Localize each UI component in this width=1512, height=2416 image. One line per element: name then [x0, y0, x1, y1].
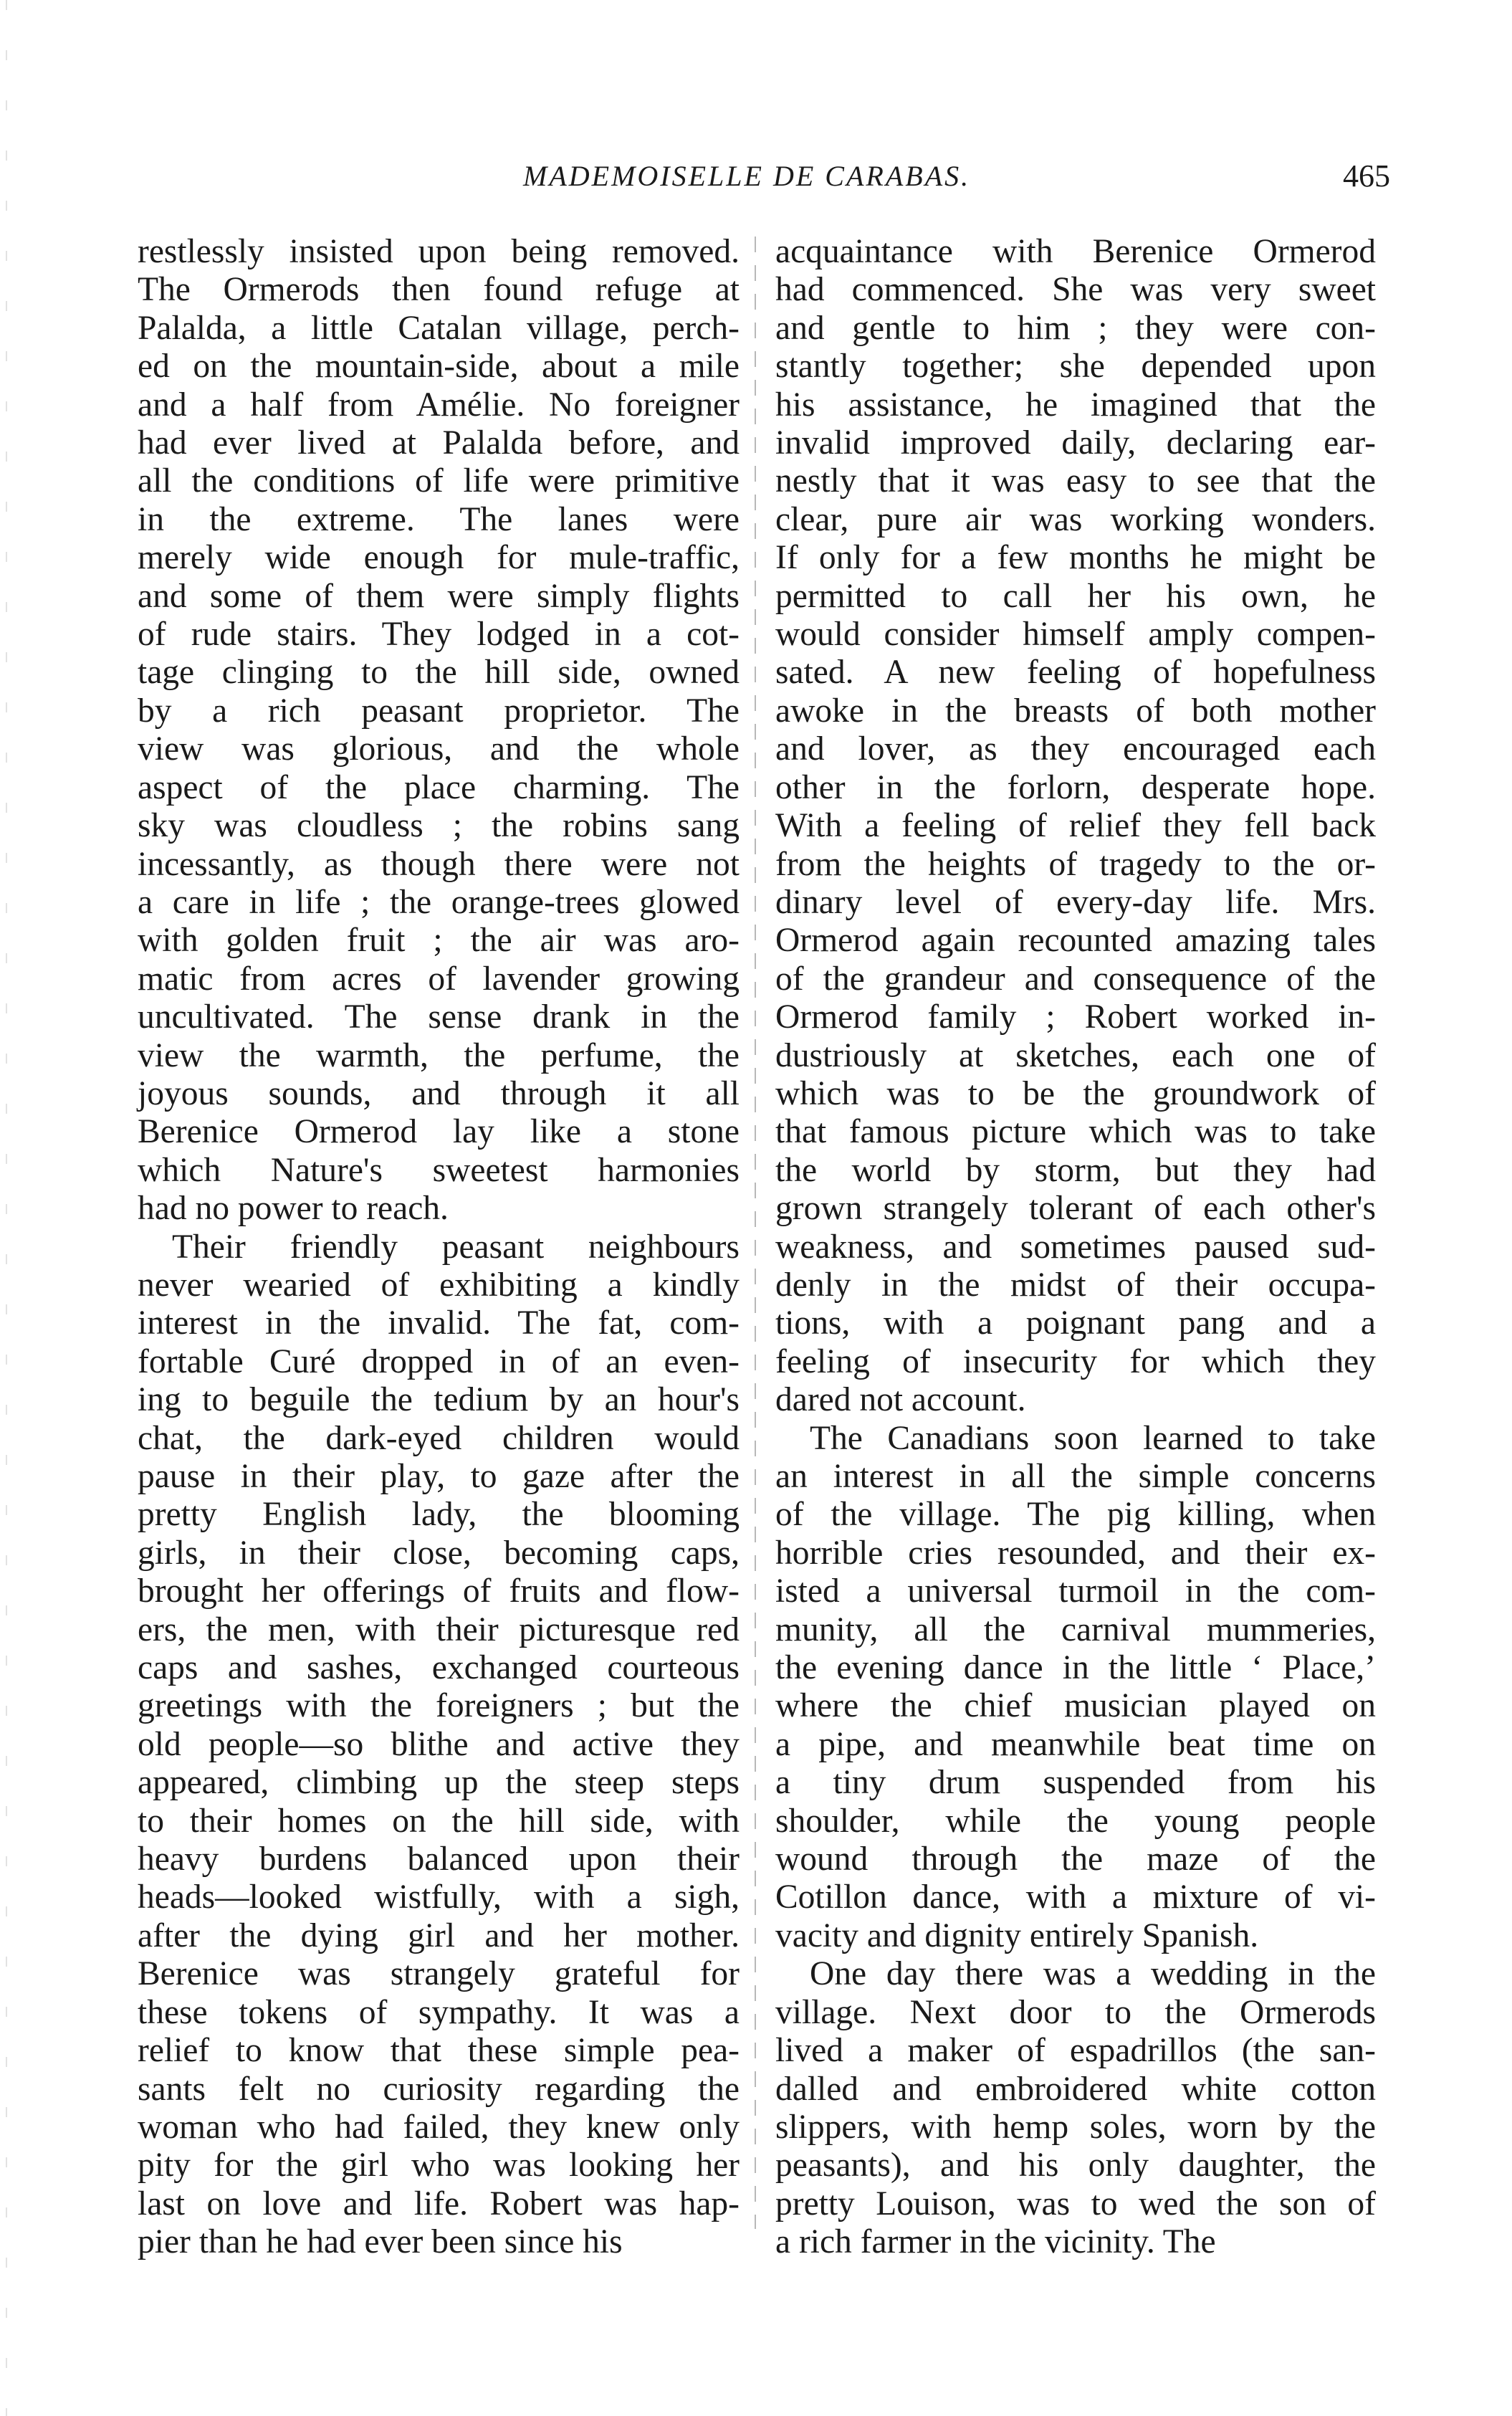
text-line: restlessly insisted upon being removed.: [138, 233, 740, 270]
text-line: last on love and life. Robert was hap-: [138, 2185, 740, 2222]
text-line: and lover, as they encouraged each: [775, 730, 1376, 768]
text-line: interest in the invalid. The fat, com-: [138, 1304, 740, 1342]
text-line: feeling of insecurity for which they: [775, 1342, 1376, 1380]
text-line: with golden fruit ; the air was aro-: [138, 922, 740, 960]
text-line: and some of them were simply flights: [138, 577, 740, 615]
text-line: Berenice was strangely grateful for: [138, 1955, 740, 1993]
text-line: caps and sashes, exchanged courteous: [138, 1649, 740, 1687]
text-line: an interest in all the simple concerns: [775, 1458, 1376, 1495]
text-line: after the dying girl and her mother.: [138, 1916, 740, 1954]
text-line: pause in their play, to gaze after the: [138, 1458, 740, 1495]
text-line: munity, all the carnival mummeries,: [775, 1610, 1376, 1648]
text-line: had no power to reach.: [138, 1190, 449, 1228]
text-line: nestly that it was easy to see that the: [775, 462, 1376, 500]
text-line: where the chief musician played on: [775, 1687, 1376, 1725]
text-line: relief to know that these simple pea-: [138, 2032, 740, 2070]
text-line: pier than he had ever been since his: [138, 2223, 623, 2261]
text-line: a pipe, and meanwhile beat time on: [775, 1725, 1376, 1763]
text-line: which was to be the groundwork of: [775, 1074, 1376, 1112]
text-line: With a feeling of relief they fell back: [775, 807, 1376, 845]
text-line: dinary level of every-day life. Mrs.: [775, 883, 1376, 921]
text-line: to their homes on the hill side, with: [138, 1802, 740, 1840]
text-line: matic from acres of lavender growing: [138, 960, 740, 998]
text-line: Ormerod family ; Robert worked in-: [775, 998, 1376, 1036]
text-line: clear, pure air was working wonders.: [775, 500, 1376, 538]
text-line: greetings with the foreigners ; but the: [138, 1687, 740, 1725]
text-line: a rich farmer in the vicinity. The: [775, 2223, 1216, 2261]
text-line: old people—so blithe and active they: [138, 1725, 740, 1763]
text-line: pretty Louison, was to wed the son of: [775, 2185, 1376, 2222]
text-line: fortable Curé dropped in of an even-: [138, 1342, 740, 1380]
text-line: pity for the girl who was looking her: [138, 2147, 740, 2185]
column-divider: [755, 237, 756, 2229]
text-line: the evening dance in the little ‘ Place,’: [775, 1649, 1376, 1687]
text-line: aspect of the place charming. The: [138, 768, 740, 806]
text-line: weakness, and sometimes paused sud-: [775, 1228, 1376, 1266]
text-line: merely wide enough for mule-traffic,: [138, 539, 740, 577]
text-line: incessantly, as though there were not: [138, 845, 740, 883]
text-line: dalled and embroidered white cotton: [775, 2070, 1376, 2108]
text-line: Berenice Ormerod lay like a stone: [138, 1113, 740, 1151]
text-line: stantly together; she depended upon: [775, 348, 1376, 386]
text-line: dared not account.: [775, 1381, 1026, 1419]
text-line: pretty English lady, the blooming: [138, 1496, 740, 1534]
text-line: tage clinging to the hill side, owned: [138, 654, 740, 692]
text-line: sants felt no curiosity regarding the: [138, 2070, 740, 2108]
text-line: Palalda, a little Catalan village, perch-: [138, 309, 740, 347]
text-line: Cotillon dance, with a mixture of vi-: [775, 1878, 1376, 1916]
text-line: vacity and dignity entirely Spanish.: [775, 1916, 1259, 1954]
text-line: and gentle to him ; they were con-: [775, 309, 1376, 347]
text-line: The Ormerods then found refuge at: [138, 271, 740, 309]
text-line: of the grandeur and consequence of the: [775, 960, 1376, 998]
text-line: all the conditions of life were primitive: [138, 462, 740, 500]
text-line: heads—looked wistfully, with a sigh,: [138, 1878, 740, 1916]
text-line: Ormerod again recounted amazing tales: [775, 922, 1376, 960]
text-line: shoulder, while the young people: [775, 1802, 1376, 1840]
text-line: horrible cries resounded, and their ex-: [775, 1534, 1376, 1572]
text-line: woman who had failed, they knew only: [138, 2108, 740, 2146]
text-line: of the village. The pig killing, when: [775, 1496, 1376, 1534]
text-line: awoke in the breasts of both mother: [775, 692, 1376, 730]
text-line: girls, in their close, becoming caps,: [138, 1534, 740, 1572]
text-line: that famous picture which was to take: [775, 1113, 1376, 1151]
text-line: denly in the midst of their occupa-: [775, 1266, 1376, 1304]
text-line: his assistance, he imagined that the: [775, 386, 1376, 424]
text-line: acquaintance with Berenice Ormerod: [775, 233, 1376, 270]
text-line: uncultivated. The sense drank in the: [138, 998, 740, 1036]
text-line: lived a maker of espadrillos (the san-: [775, 2032, 1376, 2070]
text-line: view was glorious, and the whole: [138, 730, 740, 768]
text-line: village. Next door to the Ormerods: [775, 1993, 1376, 2031]
text-line: would consider himself amply compen-: [775, 616, 1376, 654]
text-line: ing to beguile the tedium by an hour's: [138, 1381, 740, 1419]
text-line: ed on the mountain-side, about a mile: [138, 348, 740, 386]
running-title: MADEMOISELLE DE CARABAS.: [523, 160, 971, 192]
text-line: never wearied of exhibiting a kindly: [138, 1266, 740, 1304]
right-column: [775, 233, 1376, 2262]
text-line: had commenced. She was very sweet: [775, 271, 1376, 309]
text-line: ers, the men, with their picturesque red: [138, 1610, 740, 1648]
text-line: appeared, climbing up the steep steps: [138, 1764, 740, 1802]
text-line: brought her offerings of fruits and flow-: [138, 1572, 740, 1610]
text-line: a care in life ; the orange-trees glowed: [138, 883, 740, 921]
text-line: heavy burdens balanced upon their: [138, 1840, 740, 1878]
text-line: invalid improved daily, declaring ear-: [775, 424, 1376, 462]
text-line: which Nature's sweetest harmonies: [138, 1151, 740, 1189]
text-line: of rude stairs. They lodged in a cot-: [138, 616, 740, 654]
text-line: from the heights of tragedy to the or-: [775, 845, 1376, 883]
text-line: slippers, with hemp soles, worn by the: [775, 2108, 1376, 2146]
text-line: a tiny drum suspended from his: [775, 1764, 1376, 1802]
page-header: [136, 159, 1390, 202]
page-number: 465: [1343, 158, 1390, 194]
text-line: grown strangely tolerant of each other's: [775, 1190, 1376, 1228]
text-line: by a rich peasant proprietor. The: [138, 692, 740, 730]
left-column: [138, 233, 740, 2262]
text-line: One day there was a wedding in the: [810, 1955, 1376, 1993]
text-line: Their friendly peasant neighbours: [172, 1228, 740, 1266]
text-line: wound through the maze of the: [775, 1840, 1376, 1878]
text-line: view the warmth, the perfume, the: [138, 1036, 740, 1074]
text-line: had ever lived at Palalda before, and: [138, 424, 740, 462]
page-edge-mark: [6, 0, 7, 2416]
text-line: joyous sounds, and through it all: [138, 1074, 740, 1112]
text-line: isted a universal turmoil in the com-: [775, 1572, 1376, 1610]
text-line: these tokens of sympathy. It was a: [138, 1993, 740, 2031]
text-line: If only for a few months he might be: [775, 539, 1376, 577]
text-line: sky was cloudless ; the robins sang: [138, 807, 740, 845]
text-line: tions, with a poignant pang and a: [775, 1304, 1376, 1342]
text-line: dustriously at sketches, each one of: [775, 1036, 1376, 1074]
text-line: other in the forlorn, desperate hope.: [775, 768, 1376, 806]
text-line: in the extreme. The lanes were: [138, 500, 740, 538]
text-line: peasants), and his only daughter, the: [775, 2147, 1376, 2185]
text-line: permitted to call her his own, he: [775, 577, 1376, 615]
text-line: sated. A new feeling of hopefulness: [775, 654, 1376, 692]
text-line: and a half from Amélie. No foreigner: [138, 386, 740, 424]
text-line: the world by storm, but they had: [775, 1151, 1376, 1189]
text-line: chat, the dark-eyed children would: [138, 1419, 740, 1457]
text-line: The Canadians soon learned to take: [810, 1419, 1376, 1457]
